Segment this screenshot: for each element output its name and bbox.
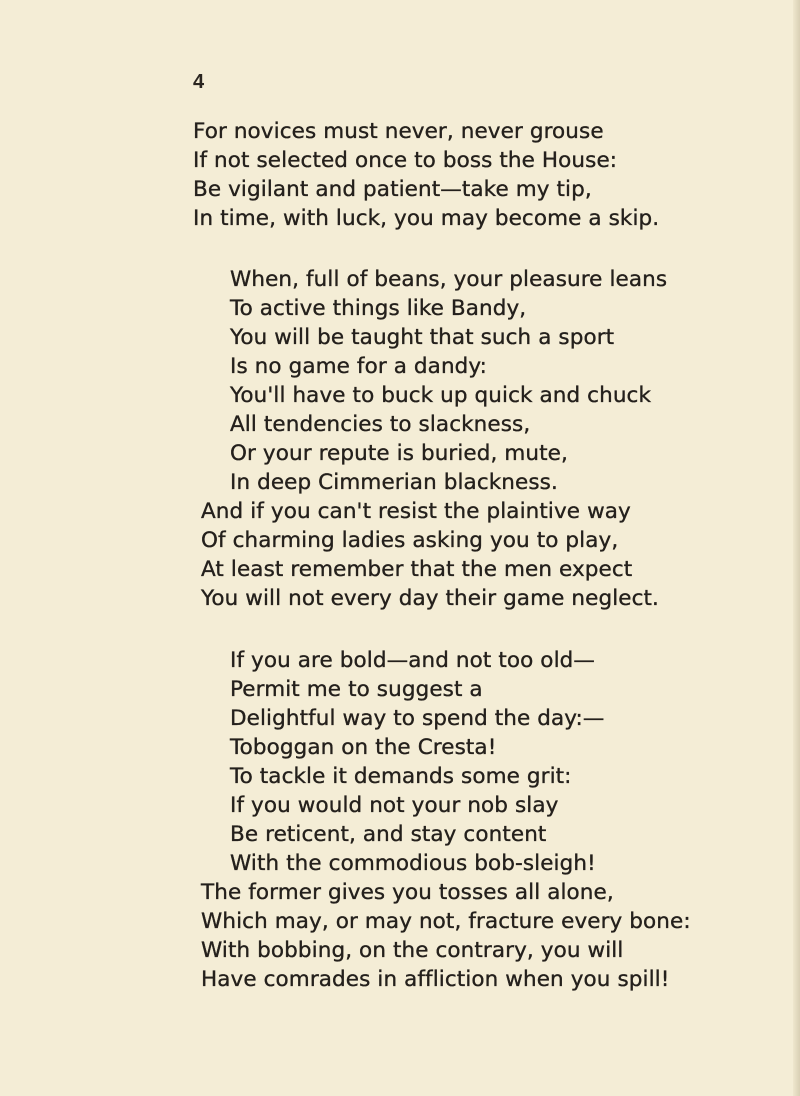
poem-line: All tendencies to slackness, [230, 412, 531, 437]
poem-line: If you would not your nob slay [230, 793, 559, 818]
poem-line: At least remember that the men expect [201, 557, 633, 582]
poem-line: Be vigilant and patient—take my tip, [193, 177, 592, 202]
poem-line: To active things like Bandy, [230, 296, 527, 321]
poem-line: If you are bold—and not too old— [230, 648, 595, 673]
poem-line: For novices must never, never grouse [193, 119, 604, 144]
poem-line: Of charming ladies asking you to play, [201, 528, 619, 553]
poem-line: In time, with luck, you may become a skip. [193, 206, 660, 231]
poem-line: Permit me to suggest a [230, 677, 483, 702]
page-edge [793, 0, 800, 1096]
poem-line: When, full of beans, your pleasure leans [230, 267, 668, 292]
poem-line: You'll have to buck up quick and chuck [230, 383, 652, 408]
poem-line: Is no game for a dandy: [230, 354, 488, 379]
poem-line: Be reticent, and stay content [230, 822, 547, 847]
poem-line: Which may, or may not, fracture every bone: [201, 909, 691, 934]
poem-line: The former gives you tosses all alone, [201, 880, 614, 905]
page-number: 4 [193, 71, 205, 93]
poem-line: And if you can't resist the plaintive way [201, 499, 631, 524]
poem-line: With bobbing, on the contrary, you will [201, 938, 624, 963]
poem-line: With the commodious bob-sleigh! [230, 851, 596, 876]
poem-line: You will be taught that such a sport [230, 325, 615, 350]
poem-line: Toboggan on the Cresta! [230, 735, 497, 760]
poem-line: If not selected once to boss the House: [193, 148, 618, 173]
poem-line: Or your repute is buried, mute, [230, 441, 568, 466]
poem-line: You will not every day their game neglect. [201, 586, 659, 611]
poem-line: To tackle it demands some grit: [230, 764, 572, 789]
poem-line: Delightful way to spend the day:— [230, 706, 605, 731]
poem-line: Have comrades in affliction when you spill! [201, 967, 670, 992]
poem-line: In deep Cimmerian blackness. [230, 470, 558, 495]
